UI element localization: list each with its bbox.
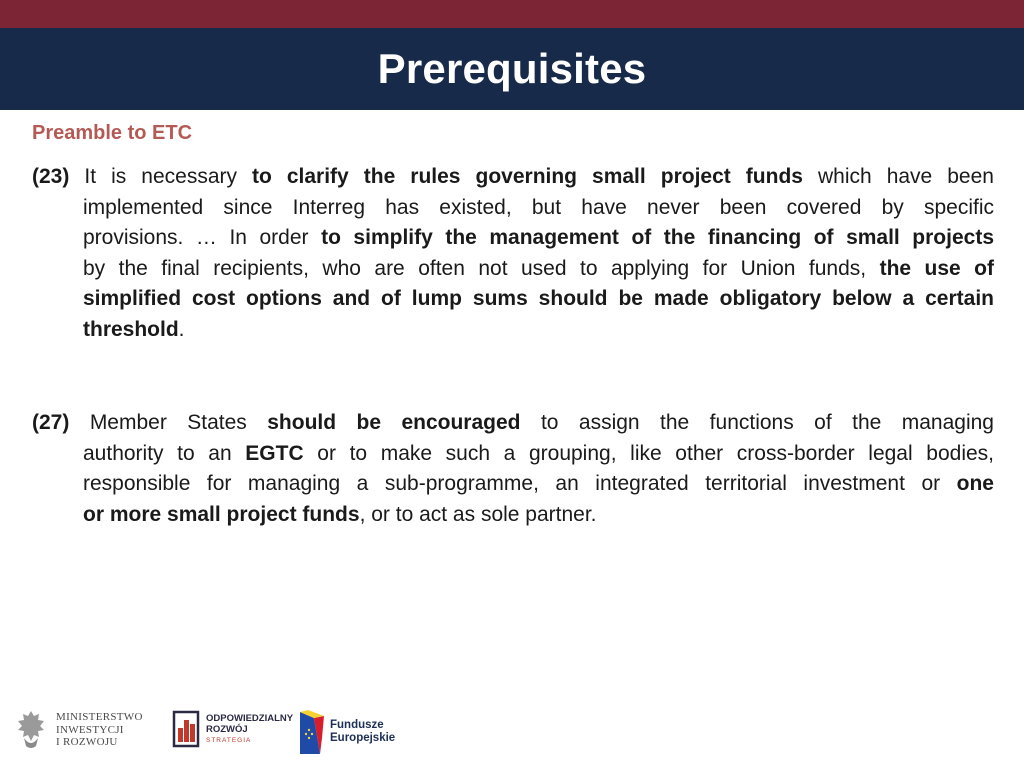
paragraph-23 xyxy=(32,162,994,346)
responsible-line-1: ODPOWIEDZIALNY xyxy=(206,712,294,724)
responsible-development-logo xyxy=(172,710,293,748)
paragraph-line xyxy=(32,223,994,254)
text-run: Member States xyxy=(89,411,268,434)
text-run: , or to act as sole partner. xyxy=(359,502,597,526)
paragraph-27 xyxy=(32,408,994,530)
eagle-emblem-icon xyxy=(12,708,50,752)
text-run: provisions. … In order xyxy=(83,226,322,250)
bold-text: the use of xyxy=(879,256,994,280)
ministry-line-3: I ROZWOJU xyxy=(56,736,118,749)
paragraph-line xyxy=(32,315,994,346)
top-stripe xyxy=(0,0,1024,28)
paragraph-line xyxy=(32,408,994,439)
european-funds-logo xyxy=(300,710,395,754)
title-bar xyxy=(0,28,1024,110)
paragraph-line xyxy=(32,193,994,224)
bold-text: simplified cost options and of lump sums should be made obligatory below a certain xyxy=(83,287,994,311)
text-run: or to make such a grouping, like other cross-border legal bodies, xyxy=(303,441,994,465)
funds-line-2: Europejskie xyxy=(330,732,396,744)
funds-line-1: Fundusze xyxy=(330,719,384,731)
text-run: by the final recipients, who are often not used to applying for Union funds, xyxy=(83,256,880,280)
text-run: authority to an xyxy=(83,441,246,465)
ministry-line-2: INWESTYCJI xyxy=(56,723,124,736)
paragraph-line xyxy=(32,254,994,285)
paragraph-line xyxy=(32,284,994,315)
responsible-sub: STRATEGIA xyxy=(206,736,252,744)
slide-title: Prerequisites xyxy=(377,45,647,92)
responsible-line-2: ROZWÓJ xyxy=(206,723,248,735)
paragraph-number: (23) xyxy=(32,165,70,188)
bold-text: threshold xyxy=(83,317,179,341)
text-run: implemented since Interreg has existed, but have never been covered by specific xyxy=(83,195,994,219)
bold-text: one xyxy=(956,472,994,496)
paragraph-number: (27) xyxy=(32,411,70,434)
bold-text: or more small project funds xyxy=(83,502,360,526)
eu-flag-icon xyxy=(300,710,324,754)
ministry-line-1: MINISTERSTWO xyxy=(56,711,143,724)
text-run: responsible for managing a sub-programme, an integrated territorial investment or xyxy=(83,472,957,496)
bold-text: to clarify the rules governing small project funds xyxy=(252,165,803,188)
paragraph-line xyxy=(32,500,994,531)
paragraph-line xyxy=(32,162,994,193)
text-run: which have been xyxy=(802,165,994,188)
section-label: Preamble to ETC xyxy=(32,122,193,144)
paragraph-line xyxy=(32,469,994,500)
bold-text: to simplify the management of the financing of small projects xyxy=(321,226,994,250)
bar-emblem-icon xyxy=(172,710,200,748)
bold-text: should be encouraged xyxy=(267,411,521,434)
text-run: . xyxy=(178,317,185,341)
text-run: to assign the functions of the managing xyxy=(520,411,994,434)
text-run: It is necessary xyxy=(84,165,253,188)
footer-logos xyxy=(0,700,600,768)
ministry-logo xyxy=(12,708,143,752)
bold-text: EGTC xyxy=(245,441,304,465)
paragraph-line xyxy=(32,439,994,470)
